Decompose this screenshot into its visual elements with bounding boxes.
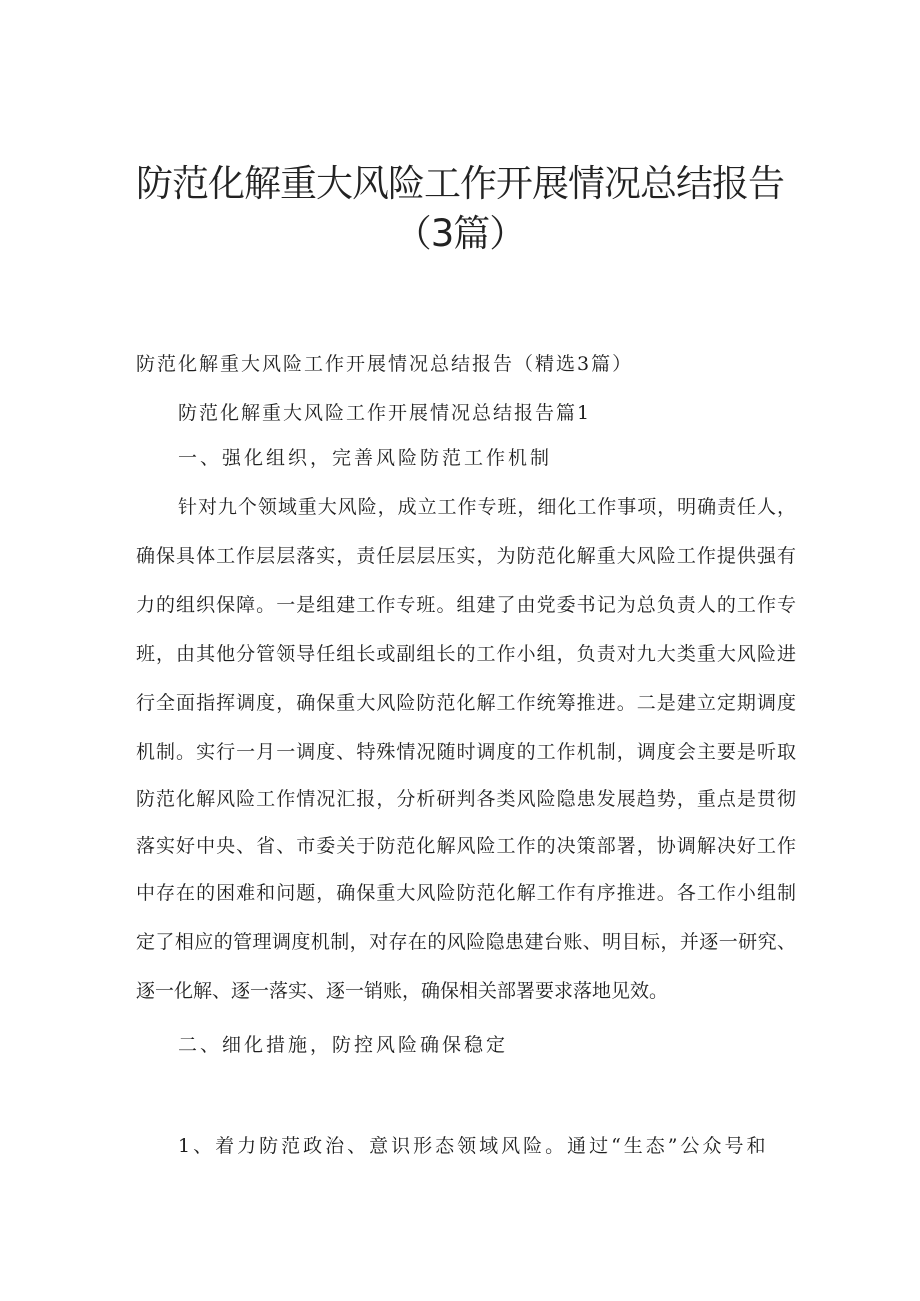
list-item-1: 1、着力防范政治、意识形态领域风险。通过“生态”公众号和 [178,1135,769,1157]
section-title: 防范化解重大风险工作开展情况总结报告篇1 [178,402,592,424]
paragraph-line: 机制。实行一月一调度、特殊情况随时调度的工作机制，调度会主要是听取 [136,741,796,763]
paragraph-line: 中存在的困难和问题，确保重大风险防范化解工作有序推进。各工作小组制 [136,882,796,904]
paragraph-line: 确保具体工作层层落实，责任层层压实，为防范化解重大风险工作提供强有 [136,545,796,567]
paragraph-line: 防范化解风险工作情况汇报，分析研判各类风险隐患发展趋势，重点是贯彻 [136,788,796,810]
heading-1: 一、强化组织，完善风险防范工作机制 [178,447,553,469]
paragraph-line: 落实好中央、省、市委关于防范化解风险工作的决策部署，协调解决好工作 [136,835,796,857]
paragraph-line: 针对九个领域重大风险，成立工作专班，细化工作事项，明确责任人， [178,496,796,518]
paragraph-line: 行全面指挥调度，确保重大风险防范化解工作统筹推进。二是建立定期调度 [136,692,796,714]
paragraph-line: 定了相应的管理调度机制，对存在的风险隐患建台账、明目标，并逐一研究、 [136,931,796,953]
paragraph-line: 班，由其他分管领导任组长或副组长的工作小组，负责对九大类重大风险进 [136,643,796,665]
document-title-line-1: 防范化解重大风险工作开展情况总结报告 [136,162,784,205]
document-subtitle: 防范化解重大风险工作开展情况总结报告（精选3篇） [136,353,634,375]
paragraph-line: 逐一化解、逐一落实、逐一销账，确保相关部署要求落地见效。 [136,980,669,1002]
paragraph-line: 力的组织保障。一是组建工作专班。组建了由党委书记为总负责人的工作专 [136,594,796,616]
document-title-line-2: （3篇） [394,212,526,255]
heading-2: 二、细化措施，防控风险确保稳定 [178,1034,509,1056]
